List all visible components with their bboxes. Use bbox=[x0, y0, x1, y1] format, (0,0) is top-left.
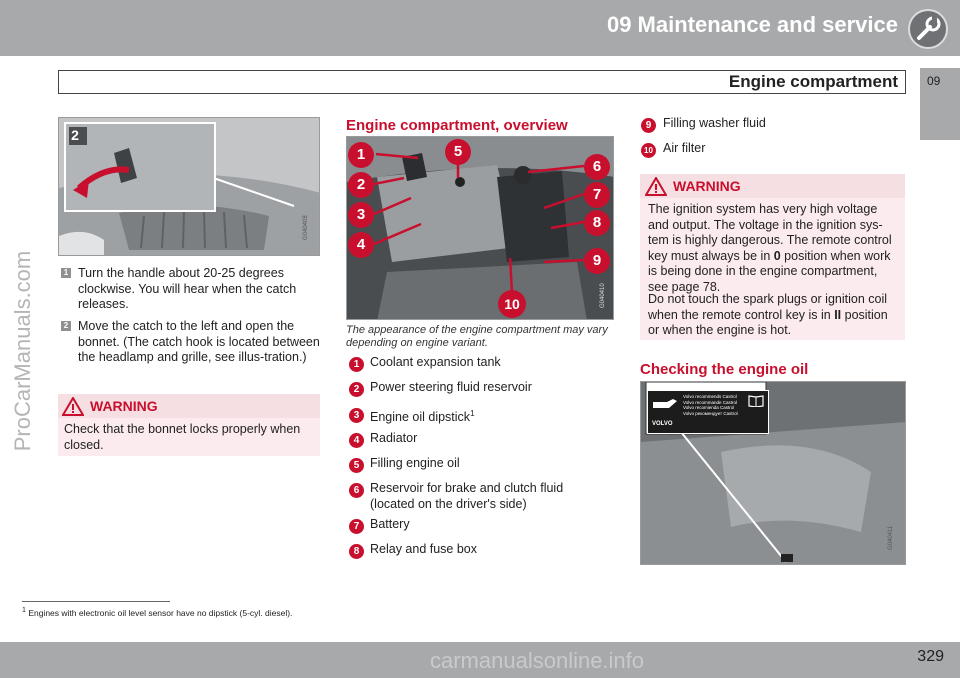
sticker-line-3: Volvo recomienda Castrol bbox=[683, 405, 735, 410]
list-badge-1: 1 bbox=[349, 357, 364, 372]
bonnet-catch-photo bbox=[58, 117, 320, 256]
list-badge-6: 6 bbox=[349, 483, 364, 498]
footnote-text: Engines with electronic oil level sensor have no dipstick (5-cyl. diesel). bbox=[28, 607, 293, 618]
sticker-line-2: Volvo recommande Castrol bbox=[683, 399, 738, 405]
overview-callout-2: 2 bbox=[348, 172, 374, 198]
oil-sticker bbox=[647, 390, 769, 434]
manual-book-icon bbox=[748, 394, 764, 412]
list-item-6: Reservoir for brake and clutch fluid (located on the driver's side) bbox=[370, 481, 564, 511]
ignition-warning-text-2 bbox=[648, 292, 900, 339]
sticker-brand: VOLVO bbox=[652, 421, 673, 427]
list-badge-2: 2 bbox=[349, 382, 364, 397]
list-badge-4: 4 bbox=[349, 433, 364, 448]
footnote-rule bbox=[22, 601, 170, 602]
overview-callout-7: 7 bbox=[584, 182, 610, 208]
footnote-mark: 1 bbox=[22, 606, 26, 614]
overview-callout-10: 10 bbox=[498, 290, 526, 318]
page-number: 329 bbox=[917, 648, 944, 665]
list-badge-9: 9 bbox=[641, 118, 656, 133]
step-number-1: 1 bbox=[61, 268, 71, 278]
list-item-3-text: Engine oil dipstick bbox=[370, 410, 471, 425]
list-item-8: Relay and fuse box bbox=[370, 542, 478, 556]
overview-callout-layer bbox=[346, 136, 614, 320]
overview-callout-8: 8 bbox=[584, 210, 610, 236]
overview-heading: Engine compartment, overview bbox=[346, 117, 568, 134]
section-title: Engine compartment bbox=[728, 72, 898, 91]
overview-callout-9: 9 bbox=[584, 248, 610, 274]
step-2-text: Move the catch to the left and open the bonnet. (The catch hook is located between the headlamp and grille, see illus-tration.) bbox=[78, 319, 320, 364]
chapter-title: 09 Maintenance and service bbox=[606, 12, 898, 37]
warning-p2-a: Do not touch the spark plugs or ignition coil when the remote control key is in bbox=[648, 292, 888, 322]
oil-photo-code: G040411 bbox=[888, 525, 894, 550]
warning-p1-a: The ignition system has very high voltage and output. The voltage in the ignition sys-tem is highly dangerous. The remote control key must always be in bbox=[648, 202, 892, 263]
list-item-9: Filling washer fluid bbox=[663, 116, 766, 130]
footer-watermark: carmanualsonline.info bbox=[430, 648, 645, 673]
list-item-2: Power steering fluid reservoir bbox=[370, 380, 532, 394]
sticker-line-4: Volvo рекомендует Castrol bbox=[683, 410, 738, 416]
wrench-icon bbox=[908, 9, 948, 49]
list-item-7: Battery bbox=[370, 517, 410, 531]
oil-can-icon bbox=[651, 397, 679, 416]
sticker-line-1: Volvo recommends Castrol bbox=[683, 394, 737, 399]
list-badge-8: 8 bbox=[349, 544, 364, 559]
list-item-10: Air filter bbox=[663, 141, 706, 155]
photo-callout-2: 2 bbox=[71, 127, 79, 143]
warning-p2-bold: II bbox=[834, 307, 842, 322]
ignition-warning-label: WARNING bbox=[673, 178, 741, 194]
overview-callout-3: 3 bbox=[348, 202, 374, 228]
chapter-tab-number: 09 bbox=[927, 74, 941, 88]
warning-label: WARNING bbox=[90, 398, 158, 414]
warning-p1-b: position when work is being done in the engine compartment, see page 78. bbox=[648, 248, 891, 294]
list-badge-7: 7 bbox=[349, 519, 364, 534]
overview-callout-6: 6 bbox=[584, 154, 610, 180]
overview-callout-4: 4 bbox=[348, 232, 374, 258]
list-badge-3: 3 bbox=[349, 408, 364, 423]
step-1-text: Turn the handle about 20-25 degrees clockwise. You will hear when the catch releases. bbox=[78, 266, 297, 311]
overview-callout-5: 5 bbox=[445, 139, 471, 165]
side-watermark: ProCarManuals.com bbox=[10, 250, 35, 452]
warning-p2-b: position or when the engine is hot. bbox=[648, 307, 888, 337]
list-item-5: Filling engine oil bbox=[370, 456, 460, 470]
list-badge-10: 10 bbox=[641, 143, 656, 158]
oil-check-heading: Checking the engine oil bbox=[640, 361, 809, 378]
overview-caption: The appearance of the engine compartment may vary depending on engine variant. bbox=[346, 324, 608, 349]
list-item-1: Coolant expansion tank bbox=[370, 355, 501, 369]
list-badge-5: 5 bbox=[349, 458, 364, 473]
footnote bbox=[22, 606, 292, 618]
step-number-2: 2 bbox=[61, 321, 71, 331]
footnote-ref: 1 bbox=[470, 409, 475, 418]
warning-p1-bold: 0 bbox=[773, 248, 781, 263]
warning-text: Check that the bonnet locks properly when closed. bbox=[64, 422, 301, 452]
photo-code: G040408 bbox=[303, 215, 309, 240]
sticker-text bbox=[683, 394, 738, 416]
overview-callout-1: 1 bbox=[348, 142, 374, 168]
ignition-warning-text-1 bbox=[648, 202, 900, 295]
list-item-3 bbox=[370, 406, 610, 426]
overview-photo-code: G040410 bbox=[600, 283, 606, 308]
list-item-4: Radiator bbox=[370, 431, 418, 445]
